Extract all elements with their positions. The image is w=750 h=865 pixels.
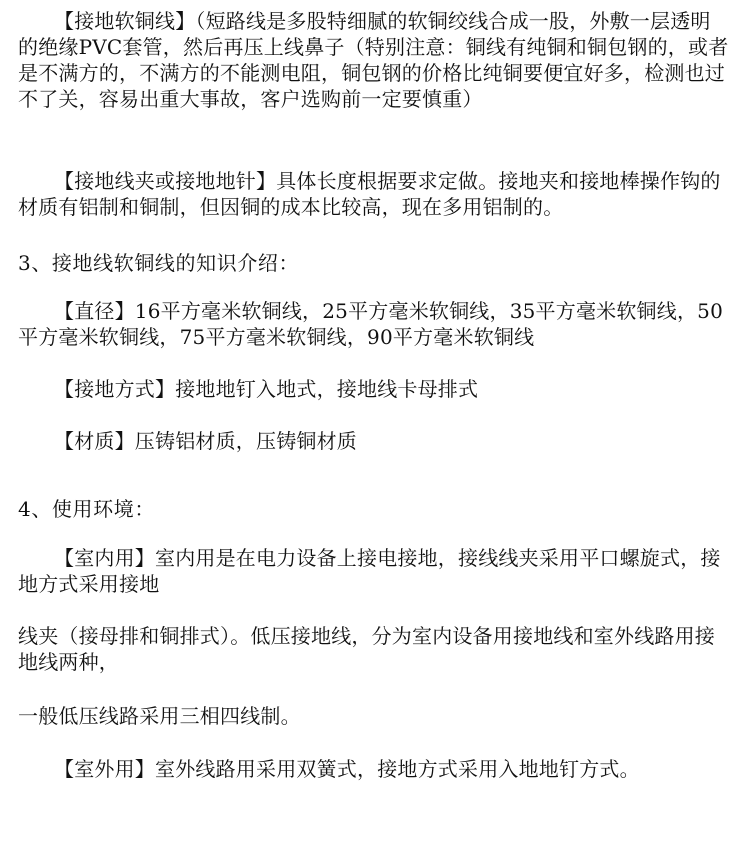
paragraph-grounding-clamp: 【接地线夹或接地地针】具体长度根据要求定做。接地夹和接地棒操作钩的材质有铝制和铜制，但因铜的成本比较高，现在多用铝制的。 bbox=[18, 169, 721, 219]
paragraph-clamp-continuation: 线夹（接母排和铜排式）。低压接地线，分为室内设备用接地线和室外线路用接地线两种， bbox=[18, 624, 715, 674]
paragraph-material: 【材质】压铸铝材质，压铸铜材质 bbox=[54, 429, 357, 453]
paragraph-grounding-method: 【接地方式】接地地钉入地式，接地线卡母排式 bbox=[54, 377, 479, 401]
section-heading-environment: 4、使用环境： bbox=[18, 497, 155, 521]
paragraph-indoor-use: 【室内用】室内用是在电力设备上接电接地，接线线夹采用平口螺旋式，接地方式采用接地 bbox=[18, 546, 721, 596]
paragraph-grounding-soft-copper-wire: 【接地软铜线】（短路线是多股特细腻的软铜绞线合成一股，外敷一层透明的绝缘PVC套管，然后再压上线鼻子（特别注意：铜线有纯铜和铜包钢的，或者是不满方的，不满方的不能测电阻，铜包钢的价格比纯铜要便宜好多，检测也过不了关，容易出重大事故，客户选购前一定要慎重） bbox=[18, 9, 729, 111]
section-heading-knowledge: 3、接地线软铜线的知识介绍： bbox=[18, 251, 300, 275]
paragraph-outdoor-use: 【室外用】室外线路用采用双簧式，接地方式采用入地地钉方式。 bbox=[54, 757, 640, 781]
paragraph-three-phase: 一般低压线路采用三相四线制。 bbox=[18, 704, 301, 728]
paragraph-diameter: 【直径】16平方毫米软铜线，25平方毫米软铜线，35平方毫米软铜线，50平方毫米软铜线，75平方毫米软铜线，90平方毫米软铜线 bbox=[18, 299, 723, 349]
